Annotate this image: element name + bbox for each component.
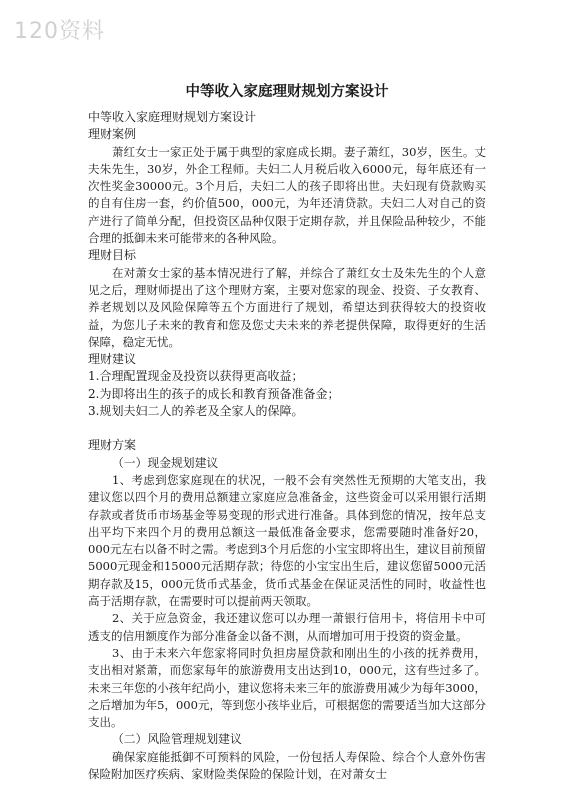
section-heading-advice: 理财建议	[88, 352, 137, 367]
case-paragraph: 萧红女士一家正处于属于典型的家庭成长期。妻子萧红，30岁，医生。丈夫朱先生，30岁，外企工程师。夫妇二人月税后收入6000元，每年底还有一次性奖金30000元。3个月后，夫妇二人的孩子即将出世。夫妇现有贷款购买的自有住房一套，约价值500，000元，为年还清贷款。夫妇二人对自己的资产进行了简单分配，但投资区品种仅限于定期存款，并且保险品种较少，不能合理的抵御未来可能带来的各种风险。	[88, 144, 486, 246]
section-heading-goal: 理财目标	[88, 248, 137, 263]
document-title: 中等收入家庭理财规划方案设计	[185, 84, 389, 100]
subsection-heading-risk: （二）风险管理规划建议	[112, 732, 242, 747]
goal-paragraph: 在对萧女士家的基本情况进行了解，并综合了萧红女士及朱先生的个人意见之后，理财师提出了这个理财方案，主要对您家的现金、投资、子女教育、养老规划以及风险保障等五个方面进行了规划，希望达到获得较大的投资收益，为您儿子未来的教育和您及您丈夫未来的养老提供保障，取得更好的生活保障，稳定无忧。	[88, 265, 486, 349]
advice-list-item: 3.规划夫妇二人的养老及全家人的保障。	[88, 404, 304, 419]
document-subtitle: 中等收入家庭理财规划方案设计	[88, 110, 257, 124]
plan-paragraph-3: 3、由于未来六年您家将同时负担房屋贷款和刚出生的小孩的抚养费用，支出相对紧萧，而您家每年的旅游费用支出达到10，000元，这有些过多了。未来三年您的小孩年纪尚小，建议您将未来三年的旅游费用减少为每年3000，之后增加为年5，000元，等到您小孩毕业后，可根据您的需要适当加大这部分支出。	[88, 645, 486, 730]
section-heading-plan: 理财方案	[88, 438, 137, 453]
plan-paragraph-2: 2、关于应急资金，我还建议您可以办理一萧银行信用卡，将信用卡中可透支的信用额度作为部分准备金以备不测，从而增加可用于投资的资金量。	[88, 611, 486, 643]
watermark-logo: 120资料	[14, 19, 105, 44]
plan-paragraph-4: 确保家庭能抵御不可预料的风险，一份包括人寿保险、综合个人意外伤害保险附加医疗疾病、家财险类保险的保险计划，在对萧女士	[88, 749, 486, 781]
document-page	[88, 80, 486, 783]
plan-paragraph-1: 1、考虑到您家庭现在的状况，一般不会有突然性无预期的大笔支出，我建议您以四个月的费用总额建立家庭应急准备金，这些资金可以采用银行活期存款或者货币市场基金等易变现的形式进行准备。具体到您的情况，按年总支出平均下来四个月的费用总额这一最低准备金要求，您需要随时准备好20，000元左右以备不时之需。考虑到3个月后您的小宝宝即将出生，建议目前预留5000元现金和15000元活期存款；待您的小宝宝出生后，建议您留5000元活期存款及15，000元货币式基金，货币式基金在保证灵活性的同时，收益性也高于活期存款，在需要时可以提前两天领取。	[88, 472, 486, 609]
advice-list-item: 2.为即将出生的孩子的成长和教育预备准备金；	[88, 386, 340, 401]
subsection-heading-cash: （一）现金规划建议	[112, 455, 219, 470]
advice-list-item: 1.合理配置现金及投资以获得更高收益；	[88, 369, 304, 384]
section-heading-case: 理财案例	[88, 127, 137, 142]
